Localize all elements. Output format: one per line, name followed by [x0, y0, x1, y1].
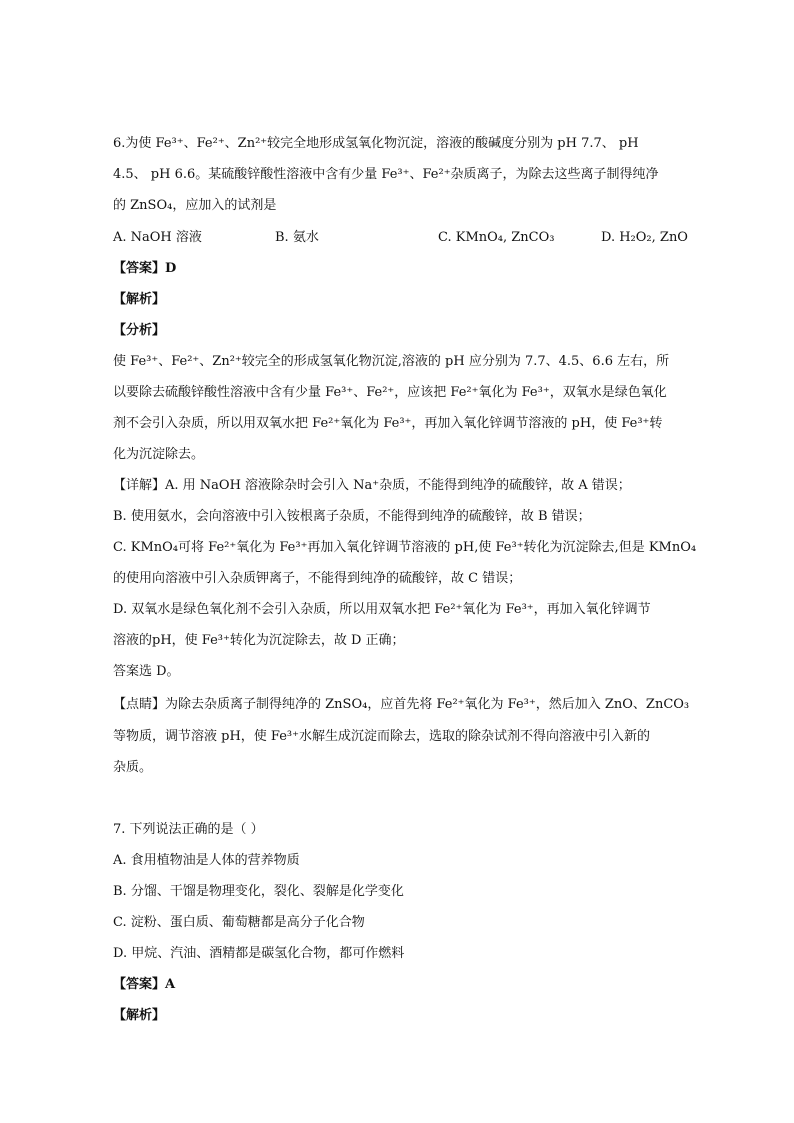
q6-stem-line-1: 6.为使 Fe³⁺、Fe²⁺、Zn²⁺较完全地形成氢氧化物沉淀，溶液的酸碱度分别为 pH 7.7、 pH [113, 136, 639, 151]
q6-analysis-line-3: 剂不会引入杂质，所以用双氧水把 Fe²⁺氧化为 Fe³⁺，再加入氧化锌调节溶液的 pH，使 Fe³⁺转 [113, 416, 663, 431]
q6-answer: 【答案】D [113, 261, 177, 276]
q6-detail-line-3: C. KMnO₄可将 Fe²⁺氧化为 Fe³⁺再加入氧化锌调节溶液的 pH,使 Fe³⁺转化为沉淀除去,但是 KMnO₄ [113, 540, 697, 555]
q6-detail-line-1: 【详解】A. 用 NaOH 溶液除杂时会引入 Na⁺杂质，不能得到纯净的硫酸锌，故 A 错误； [113, 478, 631, 493]
q6-stem-line-3: 的 ZnSO₄，应加入的试剂是 [113, 198, 277, 213]
q6-detail-line-6: 溶液的pH，使 Fe³⁺转化为沉淀除去，故 D 正确； [113, 633, 405, 648]
q6-stem-line-2: 4.5、 pH 6.6。某硫酸锌酸性溶液中含有少量 Fe³⁺、Fe²⁺杂质离子，为除去这些离子制得纯净 [113, 167, 659, 182]
q6-analysis-line-4: 化为沉淀除去。 [113, 447, 205, 462]
q6-option-c: C. KMnO₄, ZnCO₃ [438, 230, 555, 245]
q6-analysis-line-2: 以要除去硫酸锌酸性溶液中含有少量 Fe³⁺、Fe²⁺，应该把 Fe²⁺氧化为 Fe³⁺，双氧水是绿色氧化 [113, 385, 667, 400]
q6-detail-line-2: B. 使用氨水，会向溶液中引入铵根离子杂质，不能得到纯净的硫酸锌，故 B 错误； [113, 509, 591, 524]
q6-fenxi-heading: 【分析】 [113, 323, 166, 338]
q7-option-b: B. 分馏、干馏是物理变化，裂化、裂解是化学变化 [113, 884, 404, 899]
q7-jiexi-heading: 【解析】 [113, 1008, 166, 1023]
q7-option-a: A. 食用植物油是人体的营养物质 [113, 853, 300, 868]
q6-option-a: A. NaOH 溶液 [113, 230, 202, 245]
q6-options [113, 229, 688, 247]
q7-answer: 【答案】A [113, 977, 176, 992]
q6-detail-line-4: 的使用向溶液中引入杂质钾离子，不能得到纯净的硫酸锌，故 C 错误； [113, 571, 522, 586]
q7-option-d: D. 甲烷、汽油、酒精都是碳氢化合物，都可作燃料 [113, 946, 405, 961]
q6-detail-line-5: D. 双氧水是绿色氧化剂不会引入杂质，所以用双氧水把 Fe²⁺氧化为 Fe³⁺，再加入氧化锌调节 [113, 602, 651, 617]
q6-detail-line-7: 答案选 D。 [113, 664, 180, 679]
q6-jiexi-heading: 【解析】 [113, 292, 166, 307]
q6-tip-line-3: 杂质。 [113, 760, 153, 775]
q6-tip-line-1: 【点睛】为除去杂质离子制得纯净的 ZnSO₄，应首先将 Fe²⁺氧化为 Fe³⁺，然后加入 ZnO、ZnCO₃ [113, 697, 690, 712]
q7-stem: 7. 下列说法正确的是（ ） [113, 822, 264, 837]
q6-option-d: D. H₂O₂, ZnO [601, 230, 688, 245]
q6-analysis-line-1: 使 Fe³⁺、Fe²⁺、Zn²⁺较完全的形成氢氧化物沉淀,溶液的 pH 应分别为 7.7、4.5、6.6 左右，所 [113, 354, 670, 369]
q6-tip-line-2: 等物质，调节溶液 pH，使 Fe³⁺水解生成沉淀而除去，选取的除杂试剂不得向溶液中引入新的 [113, 729, 650, 744]
q7-option-c: C. 淀粉、蛋白质、葡萄糖都是高分子化合物 [113, 915, 365, 930]
q6-option-b: B. 氨水 [275, 230, 319, 245]
